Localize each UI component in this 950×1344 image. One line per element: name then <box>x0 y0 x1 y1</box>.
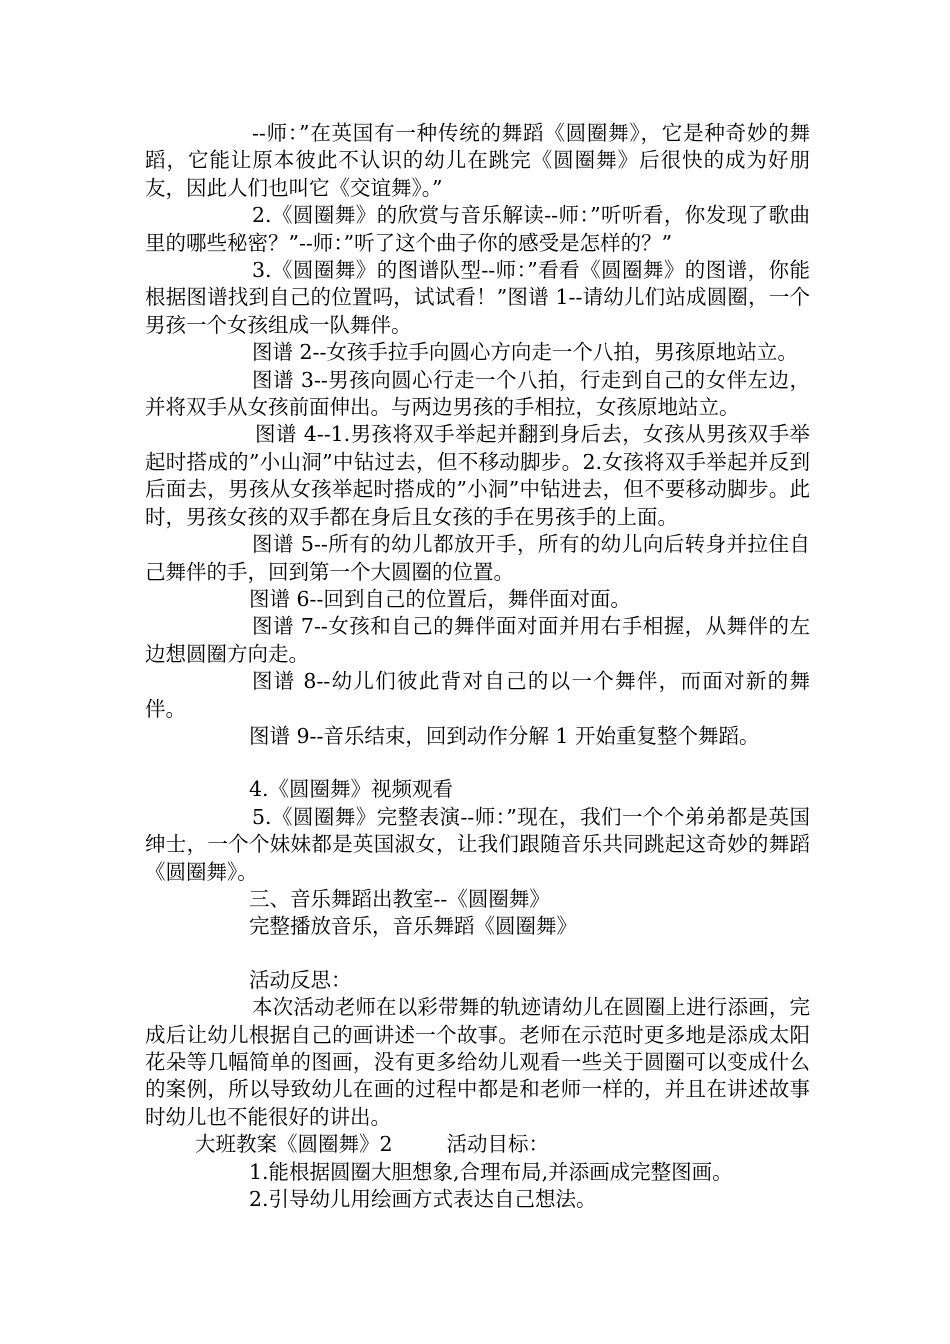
heading-reflection: 活动反思： <box>249 967 352 992</box>
paragraph-step-2: 2.《圆圈舞》的欣赏与音乐解读--师：”听听看，你发现了歌曲里的哪些秘密？”--师：”听了这个曲子你的感受是怎样的？” <box>145 203 810 255</box>
paragraph-chart-2: 图谱 2--女孩手拉手向圆心方向走一个八拍，男孩原地站立。 <box>252 340 798 365</box>
paragraph-chart-6: 图谱 6--回到自己的位置后，舞伴面对面。 <box>249 586 631 611</box>
paragraph-step-3: 3.《圆圈舞》的图谱队型--师：”看看《圆圈舞》的图谱，你能根据图谱找到自己的位置吗，试试看！”图谱 1--请幼儿们站成圆圈，一个男孩一个女孩组成一队舞伴。 <box>145 258 810 337</box>
paragraph-intro: --师：”在英国有一种传统的舞蹈《圆圈舞》，它是种奇妙的舞蹈，它能让原本彼此不认识的幼儿在跳完《圆圈舞》后很快的成为好朋友，因此人们也叫它《交谊舞》。” <box>145 121 810 200</box>
lesson-title: 大班教案《圆圈舞》2 <box>195 1132 393 1157</box>
paragraph-chart-3: 图谱 3--男孩向圆心行走一个八拍，行走到自己的女伴左边，并将双手从女孩前面伸出。与两边男孩的手相拉，女孩原地站立。 <box>145 367 810 420</box>
paragraph-chart-4: 图谱 4--1.男孩将双手举起并翻到身后去，女孩从男孩双手举起时搭成的”小山洞”中钻过去，但不移动脚步。2.女孩将双手举起并反到后面去，男孩从女孩举起时搭成的”小洞”中钻进去，但不要移动脚步。此时，男孩女孩的双手都在身后且女孩的手在男孩手的上面。 <box>145 422 810 529</box>
heading-objectives: 活动目标： <box>446 1132 550 1157</box>
paragraph-chart-8: 图谱 8--幼儿们彼此背对自己的以一个舞伴，而面对新的舞伴。 <box>145 669 810 721</box>
paragraph-reflection: 本次活动老师在以彩带舞的轨迹请幼儿在圆圈上进行添画，完成后让幼儿根据自己的画讲述一个故事。老师在示范时更多地是添成太阳花朵等几幅简单的图画，没有更多给幼儿观看一些关于圆圈可以变成什么的案例，所以导致幼儿在画的过程中都是和老师一样的，并且在讲述故事时幼儿也不能很好的讲出。 <box>145 995 810 1129</box>
paragraph-play-music: 完整播放音乐，音乐舞蹈《圆圈舞》 <box>249 914 577 939</box>
tab-spacer <box>393 1131 447 1158</box>
paragraph-chart-7: 图谱 7--女孩和自己的舞伴面对面并用右手相握，从舞伴的左边想圆圈方向走。 <box>145 614 810 666</box>
paragraph-chart-9: 图谱 9--音乐结束，回到动作分解 1 开始重复整个舞蹈。 <box>249 723 760 748</box>
lesson-title-line <box>145 1131 810 1158</box>
paragraph-step-5: 5.《圆圈舞》完整表演--师：”现在，我们一个个弟弟都是英国绅士，一个个妹妹都是英国淑女，让我们跟随音乐共同跳起这奇妙的舞蹈《圆圈舞》。 <box>145 804 810 884</box>
paragraph-step-4: 4.《圆圈舞》视频观看 <box>249 777 454 802</box>
objective-1: 1.能根据圆圈大胆想象,合理布局,并添画成完整图画。 <box>249 1159 733 1184</box>
paragraph-gap <box>145 750 810 776</box>
document-page <box>145 120 810 1213</box>
objective-2: 2.引导幼儿用绘画方式表达自己想法。 <box>249 1187 597 1212</box>
paragraph-gap <box>145 941 810 967</box>
paragraph-chart-5: 图谱 5--所有的幼儿都放开手，所有的幼儿向后转身并拉住自己舞伴的手，回到第一个大圆圈的位置。 <box>145 532 810 584</box>
section-heading-3: 三、音乐舞蹈出教室--《圆圈舞》 <box>249 886 550 911</box>
